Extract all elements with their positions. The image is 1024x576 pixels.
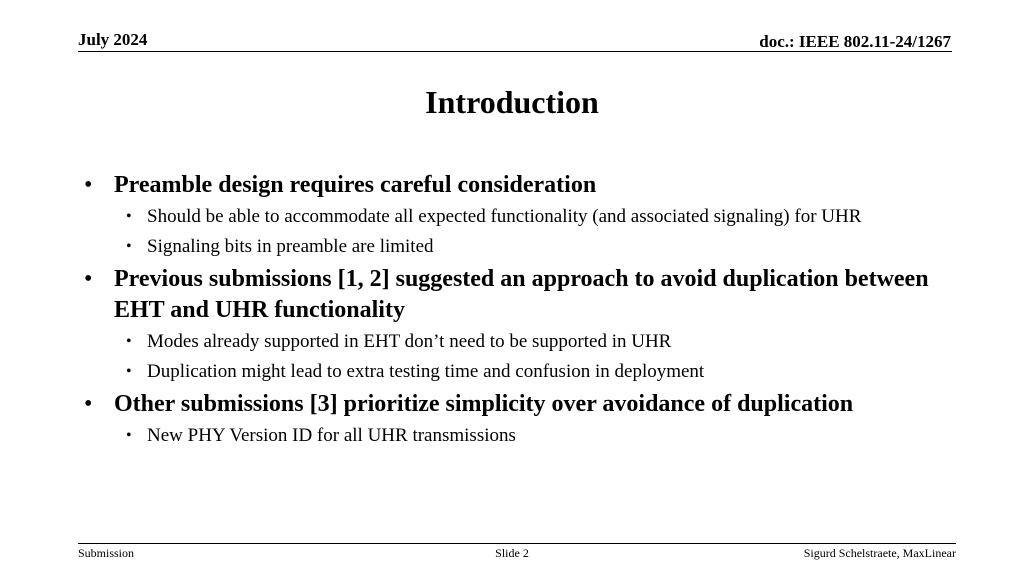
footer-submission: Submission	[78, 546, 135, 560]
footer-slide-number: Slide 2	[495, 546, 529, 560]
bullet-1-text: Preamble design requires careful consideration	[114, 172, 597, 198]
sub-bullet-1-1	[84, 204, 944, 229]
footer-author: Sigurd Schelstraete, MaxLinear	[803, 546, 956, 560]
bullet-dot-icon: •	[126, 427, 132, 444]
bullet-dot-icon: •	[84, 266, 93, 292]
sub-bullet-2-1-text: Modes already supported in EHT don’t need to be supported in UHR	[147, 331, 672, 352]
sub-bullet-2-1	[84, 329, 944, 354]
slide-content	[84, 170, 944, 453]
slide-title: Introduction	[425, 84, 599, 120]
bullet-dot-icon: •	[84, 172, 93, 198]
bullet-2	[84, 264, 944, 326]
bullet-dot-icon: •	[126, 333, 132, 350]
sub-bullet-2-2-text: Duplication might lead to extra testing time and confusion in deployment	[147, 361, 705, 382]
bullet-3	[84, 389, 944, 420]
sub-bullet-1-1-text: Should be able to accommodate all expected functionality (and associated signaling) for UHR	[147, 206, 862, 227]
bullet-dot-icon: •	[84, 391, 93, 417]
bullet-1	[84, 170, 944, 201]
header-divider	[78, 51, 952, 52]
header-doc-id: doc.: IEEE 802.11-24/1267	[759, 32, 951, 51]
bullet-2-text: Previous submissions [1, 2] suggested an approach to avoid duplication between EHT and UHR functionality	[114, 266, 929, 323]
bullet-3-text: Other submissions [3] prioritize simplicity over avoidance of duplication	[114, 391, 854, 417]
sub-bullet-1-2-text: Signaling bits in preamble are limited	[147, 236, 434, 257]
bullet-dot-icon: •	[126, 208, 132, 225]
sub-bullet-1-2	[84, 234, 944, 259]
sub-bullet-3-1	[84, 423, 944, 448]
sub-bullet-3-1-text: New PHY Version ID for all UHR transmissions	[147, 425, 516, 446]
sub-bullet-2-2	[84, 359, 944, 384]
footer-divider	[78, 543, 956, 544]
bullet-dot-icon: •	[126, 363, 132, 380]
bullet-dot-icon: •	[126, 238, 132, 255]
header-date: July 2024	[78, 30, 148, 49]
